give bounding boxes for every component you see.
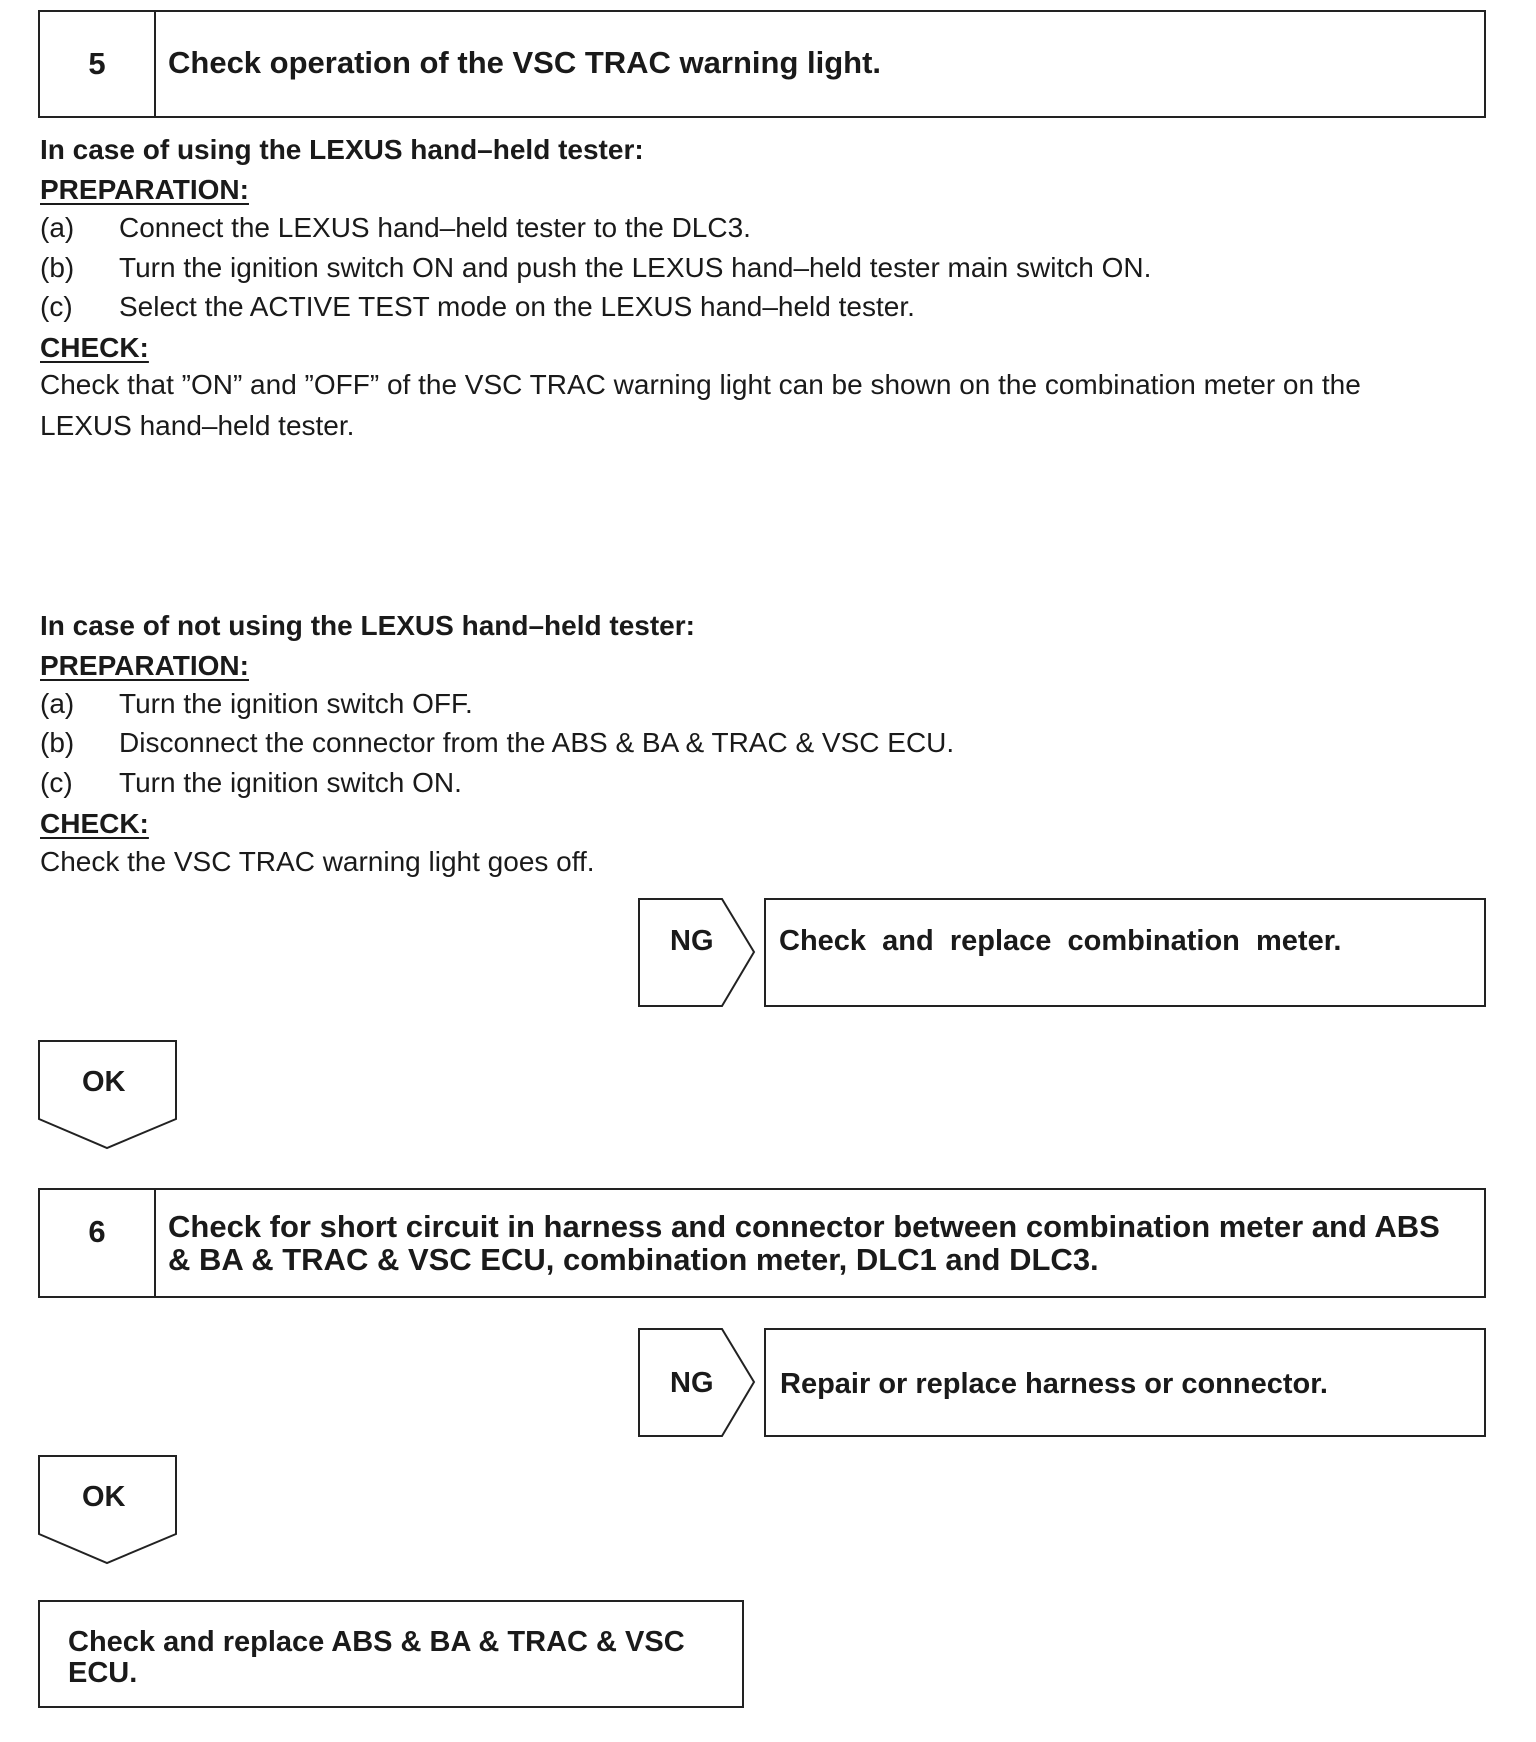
final-result-line1: Check and replace ABS & BA & TRAC & VSC <box>68 1626 685 1658</box>
item-label: (a) <box>40 688 75 719</box>
section-2-check-label: CHECK: <box>40 808 149 839</box>
item-text: Connect the LEXUS hand–held tester to the DLC3. <box>119 212 751 243</box>
item-label: (b) <box>40 252 75 283</box>
item-label: (b) <box>40 727 75 758</box>
section-1-check-text-line1: Check that ”ON” and ”OFF” of the VSC TRAC warning light can be shown on the combination meter on the <box>40 369 1361 400</box>
step-5-ng-result-box <box>764 898 1486 1007</box>
final-result-line2: ECU. <box>68 1657 138 1689</box>
item-label: (c) <box>40 291 73 322</box>
item-text: Turn the ignition switch ON and push the LEXUS hand–held tester main switch ON. <box>119 252 1152 283</box>
step-5-number: 5 <box>40 12 156 116</box>
section-2-preparation-label: PREPARATION: <box>40 650 249 681</box>
step-5-ng-label: NG <box>670 925 714 957</box>
item-text: Disconnect the connector from the ABS & BA & TRAC & VSC ECU. <box>119 727 955 758</box>
item-label: (c) <box>40 767 73 798</box>
step-6-ok-label: OK <box>82 1481 126 1513</box>
step-5-header <box>38 10 1486 118</box>
item-text: Select the ACTIVE TEST mode on the LEXUS hand–held tester. <box>119 291 915 322</box>
step-6-ng-label: NG <box>670 1367 714 1399</box>
section-1-preparation-label: PREPARATION: <box>40 174 249 205</box>
step-5-ok-label: OK <box>82 1066 126 1098</box>
section-2-heading: In case of not using the LEXUS hand–held tester: <box>40 610 695 641</box>
section-2-check-text: Check the VSC TRAC warning light goes off. <box>40 846 595 877</box>
step-6-ng-result-text: Repair or replace harness or connector. <box>780 1368 1328 1400</box>
step-5-ng-result-text: Check and replace combination meter. <box>779 925 1342 957</box>
step-6-ng-result-box <box>764 1328 1486 1437</box>
step-6-title-line2: & BA & TRAC & VSC ECU, combination meter, DLC1 and DLC3. <box>168 1242 1099 1277</box>
section-1-check-text-line2: LEXUS hand–held tester. <box>40 410 355 441</box>
final-result-box <box>38 1600 744 1708</box>
step-5-title: Check operation of the VSC TRAC warning light. <box>168 45 882 80</box>
section-1-heading: In case of using the LEXUS hand–held tester: <box>40 134 644 165</box>
item-text: Turn the ignition switch ON. <box>119 767 462 798</box>
item-text: Turn the ignition switch OFF. <box>119 688 473 719</box>
item-label: (a) <box>40 212 75 243</box>
section-1-check-label: CHECK: <box>40 332 149 363</box>
step-6-header <box>38 1188 1486 1298</box>
step-6-title-line1: Check for short circuit in harness and connector between combination meter and ABS <box>168 1209 1440 1244</box>
step-6-number: 6 <box>40 1190 156 1296</box>
